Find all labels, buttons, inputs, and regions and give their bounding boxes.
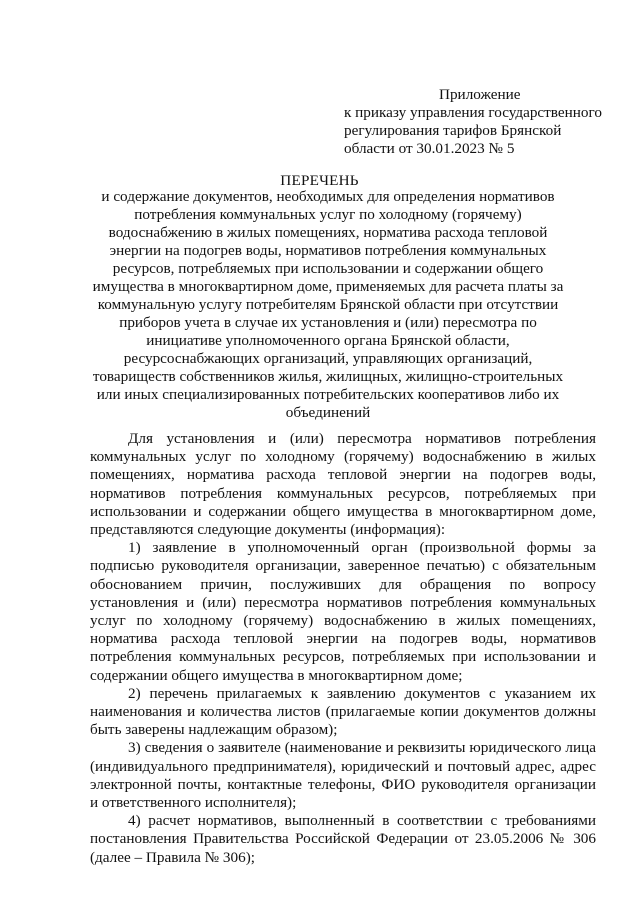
paragraph-line: постановления Правительства Российской Федерации от 23.05.2006 № 306 bbox=[90, 830, 596, 848]
document-subtitle-line: водоснабжению в жилых помещениях, норматива расхода тепловой bbox=[108, 224, 548, 241]
document-subtitle-line: инициативе уполномоченного органа Брянской области, bbox=[146, 332, 510, 349]
document-subtitle-line: имущества в многоквартирном доме, применяемых для расчета платы за bbox=[92, 278, 564, 295]
paragraph-line: (далее – Правила № 306); bbox=[90, 848, 255, 866]
document-subtitle-line: энергии на подогрев воды, нормативов потребления коммунальных bbox=[109, 242, 547, 259]
paragraph-line: 2) перечень прилагаемых к заявлению документов с указанием их bbox=[128, 684, 596, 702]
paragraph-line: услуг по холодному (горячему) водоснабжению в жилых помещениях, bbox=[90, 612, 596, 630]
intro-paragraph bbox=[90, 430, 596, 539]
appendix-header-line-1: Приложение bbox=[439, 86, 521, 103]
document-subtitle-line: ресурсоснабжающих организаций, управляющих организаций, bbox=[123, 350, 533, 367]
paragraph-line: содержании общего имущества в многоквартирном доме; bbox=[90, 666, 463, 684]
appendix-header-line-2: к приказу управления государственного bbox=[344, 104, 602, 121]
paragraph-line: быть заверены надлежащим образом); bbox=[90, 721, 338, 739]
document-subtitle-line: и содержание документов, необходимых для определения нормативов bbox=[101, 188, 555, 205]
paragraph-line: 3) сведения о заявителе (наименование и реквизиты юридического лица bbox=[128, 739, 596, 757]
document-subtitle bbox=[80, 188, 576, 422]
appendix-header-line-3: регулирования тарифов Брянской bbox=[344, 122, 562, 139]
paragraph-line: помещениях, норматива расхода тепловой энергии на подогрев воды, bbox=[90, 466, 596, 484]
paragraph-line: Для установления и (или) пересмотра нормативов потребления bbox=[128, 430, 596, 447]
paragraph-line: (индивидуального предпринимателя), юридический и почтовый адрес, адрес bbox=[90, 757, 596, 775]
document-subtitle-line: объединений bbox=[285, 404, 371, 421]
document-subtitle-line: коммунальную услугу потребителям Брянской области при отсутствии bbox=[97, 296, 559, 313]
paragraph-line: представляются следующие документы (информация): bbox=[90, 521, 446, 539]
list-item-2 bbox=[90, 685, 596, 740]
paragraph-line: коммунальных услуг по холодному (горячему) водоснабжению в жилых bbox=[90, 448, 596, 466]
document-subtitle-line: или иных специализированных потребительских кооперативов либо их bbox=[96, 386, 560, 403]
paragraph-line: и ответственного исполнителя); bbox=[90, 794, 297, 812]
paragraph-line: обоснованием причин, послуживших для обращения по вопросу bbox=[90, 575, 596, 593]
document-title: ПЕРЕЧЕНЬ bbox=[280, 172, 359, 189]
list-item-3 bbox=[90, 739, 596, 812]
paragraph-line: электронной почты, контактные телефоны, ФИО руководителя организации bbox=[90, 775, 596, 793]
paragraph-line: потребления коммунальных ресурсов, потребляемых при использовании и bbox=[90, 648, 596, 666]
document-subtitle-line: ресурсов, потребляемых при использовании и содержании общего bbox=[112, 260, 544, 277]
paragraph-line: подписью руководителя организации, заверенное печатью) с обязательным bbox=[90, 557, 596, 575]
paragraph-line: 4) расчет нормативов, выполненный в соответствии с требованиями bbox=[128, 812, 596, 830]
paragraph-line: норматива расхода тепловой энергии на подогрев воды, нормативов bbox=[90, 630, 596, 648]
paragraph-line: использовании и содержании общего имущества в многоквартирном доме, bbox=[90, 502, 596, 520]
document-subtitle-line: потребления коммунальных услуг по холодному (горячему) bbox=[134, 206, 522, 223]
appendix-header bbox=[344, 86, 624, 158]
appendix-header-line-4: области от 30.01.2023 № 5 bbox=[344, 140, 515, 157]
document-subtitle-line: приборов учета в случае их установления и (или) пересмотра по bbox=[119, 314, 537, 331]
document-subtitle-line: товариществ собственников жилья, жилищных, жилищно-строительных bbox=[92, 368, 564, 385]
paragraph-line: установления и (или) пересмотра нормативов потребления коммунальных bbox=[90, 593, 596, 611]
paragraph-line: 1) заявление в уполномоченный орган (произвольной формы за bbox=[128, 539, 596, 557]
list-item-1 bbox=[90, 539, 596, 685]
paragraph-line: нормативов потребления коммунальных ресурсов, потребляемых при bbox=[90, 484, 596, 502]
document-body bbox=[90, 430, 596, 867]
paragraph-line: наименования и количества листов (прилагаемые копии документов должны bbox=[90, 703, 596, 721]
list-item-4 bbox=[90, 812, 596, 867]
